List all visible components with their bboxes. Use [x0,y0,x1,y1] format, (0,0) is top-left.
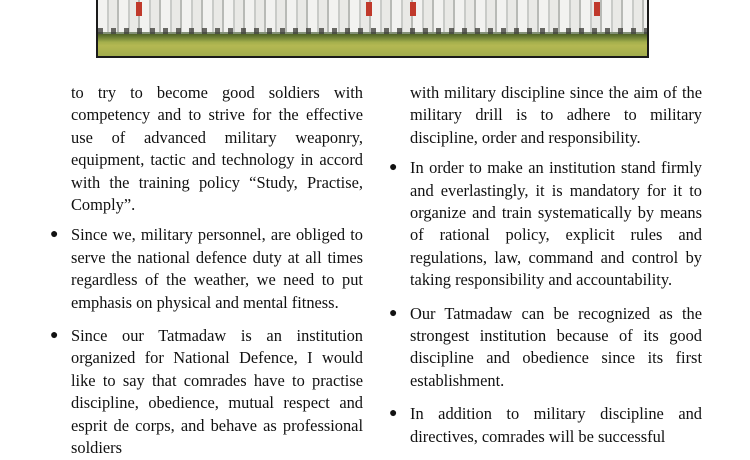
photo-accent [366,2,372,16]
left-bullet-item [48,325,363,459]
right-column [387,82,702,448]
bullet-icon: ● [389,160,398,176]
right-bullet-text: Our Tatmadaw can be recognized as the strongest institution because of its good discipline and obedience since its first establishment. [410,303,702,390]
right-bullet-item [387,403,702,448]
left-bullet-text: Since our Tatmadaw is an institution organized for National Defence, I would like to say that comrades have to practise discipline, obedience, mutual respect and esprit de corps, and behave as professional soldiers [71,326,363,458]
bullet-icon: ● [389,305,398,321]
photo-shadow [98,34,647,42]
right-bullet-text: In addition to military discipline and directives, comrades will be successful [410,404,702,446]
header-photo [96,0,649,58]
right-continued-paragraph: with military discipline since the aim of the military drill is to adhere to military discipline, order and responsibility. [410,83,702,147]
bullet-icon: ● [50,227,59,243]
left-bullet-text: Since we, military personnel, are obliged to serve the national defence duty at all times regardless of the weather, we need to put emphasis on physical and mental fitness. [71,225,363,312]
right-bullet-text: In order to make an institution stand firmly and everlastingly, it is mandatory for it to organize and train systematically by means of rational policy, explicit rules and regulations, law, command and control by taking responsibility and accountability. [410,158,702,290]
bullet-icon: ● [389,406,398,422]
left-continued-paragraph: to try to become good soldiers with competency and to strive for the effective use of advanced military weaponry, equipment, tactic and technology in accord with the training policy “Study, Practise, Comply”. [71,83,363,215]
photo-accent [136,2,142,16]
bullet-icon: ● [50,328,59,344]
photo-accent [594,2,600,16]
right-bullet-item [387,157,702,291]
left-bullet-item [48,224,363,314]
left-column [48,82,363,460]
photo-accent [410,2,416,16]
right-bullet-item [387,303,702,393]
